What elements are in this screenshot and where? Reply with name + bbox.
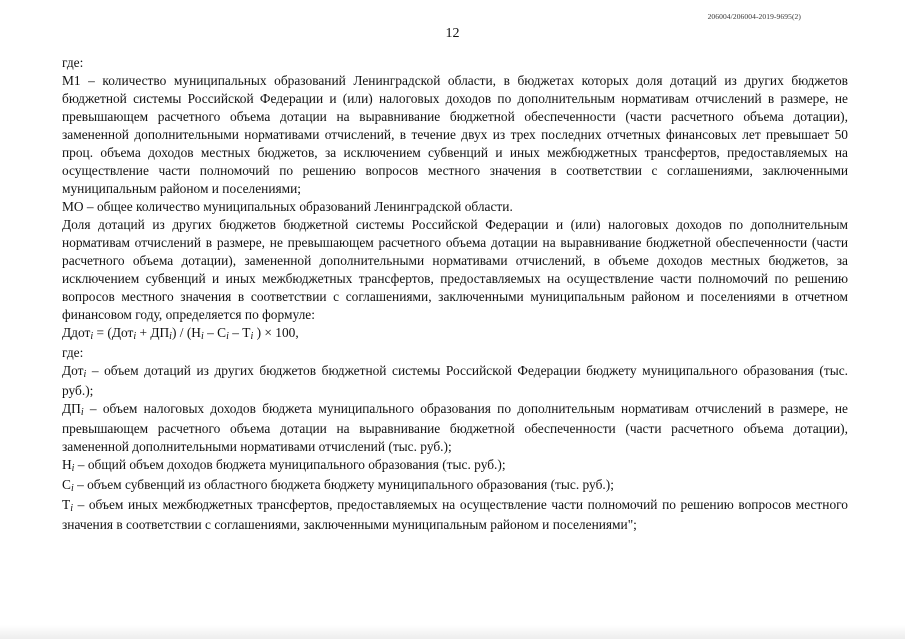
paragraph-share-definition: Доля дотаций из других бюджетов бюджетной системы Российской Федерации и (или) налоговых доходов по дополнительным нормативам отчислений в размере, не превышающем расчетного объема дотации на выравнивание бюджетной обеспеченности (части расчетного объема дотации), замененной дополнительными нормативами отчислений, в объеме доходов местных бюджетов, за исключением субвенций и иных межбюджетных трансфертов, предоставляемых на осуществление части полномочий по решению вопросов местного значения в соответствии с соглашениями, заключенными муниципальным районом и поселениями в отчетном финансовом году, определяется по формуле: xyxy=(62,217,848,322)
definition-text: – объем налоговых доходов бюджета муниципального образования по дополнительным нормативам отчислений в размере, не превышающем расчетного объема дотации на выравнивание бюджетной обеспеченности (части расчетного объема дотации), замененной дополнительными нормативами отчислений (тыс. руб.); xyxy=(62,401,848,454)
definition-term: ДП xyxy=(62,401,81,416)
definition-subscript: i xyxy=(70,503,73,514)
definition-subscript: i xyxy=(71,463,75,474)
definition-term: С xyxy=(62,477,71,492)
paragraph-mo-definition: МО – общее количество муниципальных образований Ленинградской области. xyxy=(62,199,513,214)
formula-subscript: i xyxy=(169,331,172,342)
definition-term: Дот xyxy=(62,363,84,378)
document-body xyxy=(62,54,848,534)
definition-s xyxy=(62,476,848,496)
formula-part: + ДП xyxy=(136,325,170,340)
formula-subscript: i xyxy=(200,331,204,342)
formula-part: ) / (Н xyxy=(171,325,201,340)
formula-subscript: i xyxy=(90,331,94,342)
paragraph-m1-definition: М1 – количество муниципальных образований Ленинградской области, в бюджетах которых доля дотаций из других бюджетов бюджетной системы Российской Федерации и (или) налоговых доходов по дополнительным нормативам отчислений в размере, не превышающем расчетного объема дотации на выравнивание бюджетной обеспеченности (части расчетного объема дотации), замененной дополнительными нормативами отчислений, в течение двух из трех последних отчетных финансовых лет превышает 50 проц. объема доходов местных бюджетов, за исключением субвенций и иных межбюджетных трансфертов, предоставляемых на осуществление части полномочий по решению вопросов местного значения в соответствии с соглашениями, заключенными муниципальным районом и поселениями; xyxy=(62,73,848,196)
formula-subscript: i xyxy=(226,331,229,342)
definition-dp xyxy=(62,400,848,456)
formula-subscript: i xyxy=(250,331,254,342)
definition-term: Н xyxy=(62,457,72,472)
definition-n xyxy=(62,456,848,476)
formula-part: Ддот xyxy=(62,325,91,340)
document-reference: 206004/206004-2019-9695(2) xyxy=(707,12,801,21)
formula-part: ) × 100, xyxy=(253,325,299,340)
paragraph-where-1: где: xyxy=(62,55,84,70)
paragraph-where-2: где: xyxy=(62,345,84,360)
formula-subscript: i xyxy=(133,331,137,342)
definition-text: – объем дотаций из других бюджетов бюджетной системы Российской Федерации бюджету муниципального образования (тыс. руб.); xyxy=(62,363,848,398)
definition-text: – общий объем доходов бюджета муниципального образования (тыс. руб.); xyxy=(74,457,506,472)
formula-part: = (Дот xyxy=(93,325,134,340)
definition-t xyxy=(62,496,848,534)
page-number: 12 xyxy=(445,26,460,41)
formula xyxy=(62,324,848,344)
formula-part: – Т xyxy=(228,325,251,340)
definition-subscript: i xyxy=(70,483,74,494)
definition-text: – объем субвенций из областного бюджета бюджету муниципального образования (тыс. руб.); xyxy=(73,477,614,492)
definition-text: – объем иных межбюджетных трансфертов, предоставляемых на осуществление части полномочий по решению вопросов местного значения в соответствии с соглашениями, заключенными муниципальным районом и поселениями"; xyxy=(62,497,848,532)
definition-subscript: i xyxy=(80,407,84,418)
definition-subscript: i xyxy=(83,369,87,380)
formula-part: – С xyxy=(203,325,227,340)
scan-bottom-edge xyxy=(0,625,905,639)
definition-dot xyxy=(62,362,848,400)
definition-term: Т xyxy=(62,497,71,512)
